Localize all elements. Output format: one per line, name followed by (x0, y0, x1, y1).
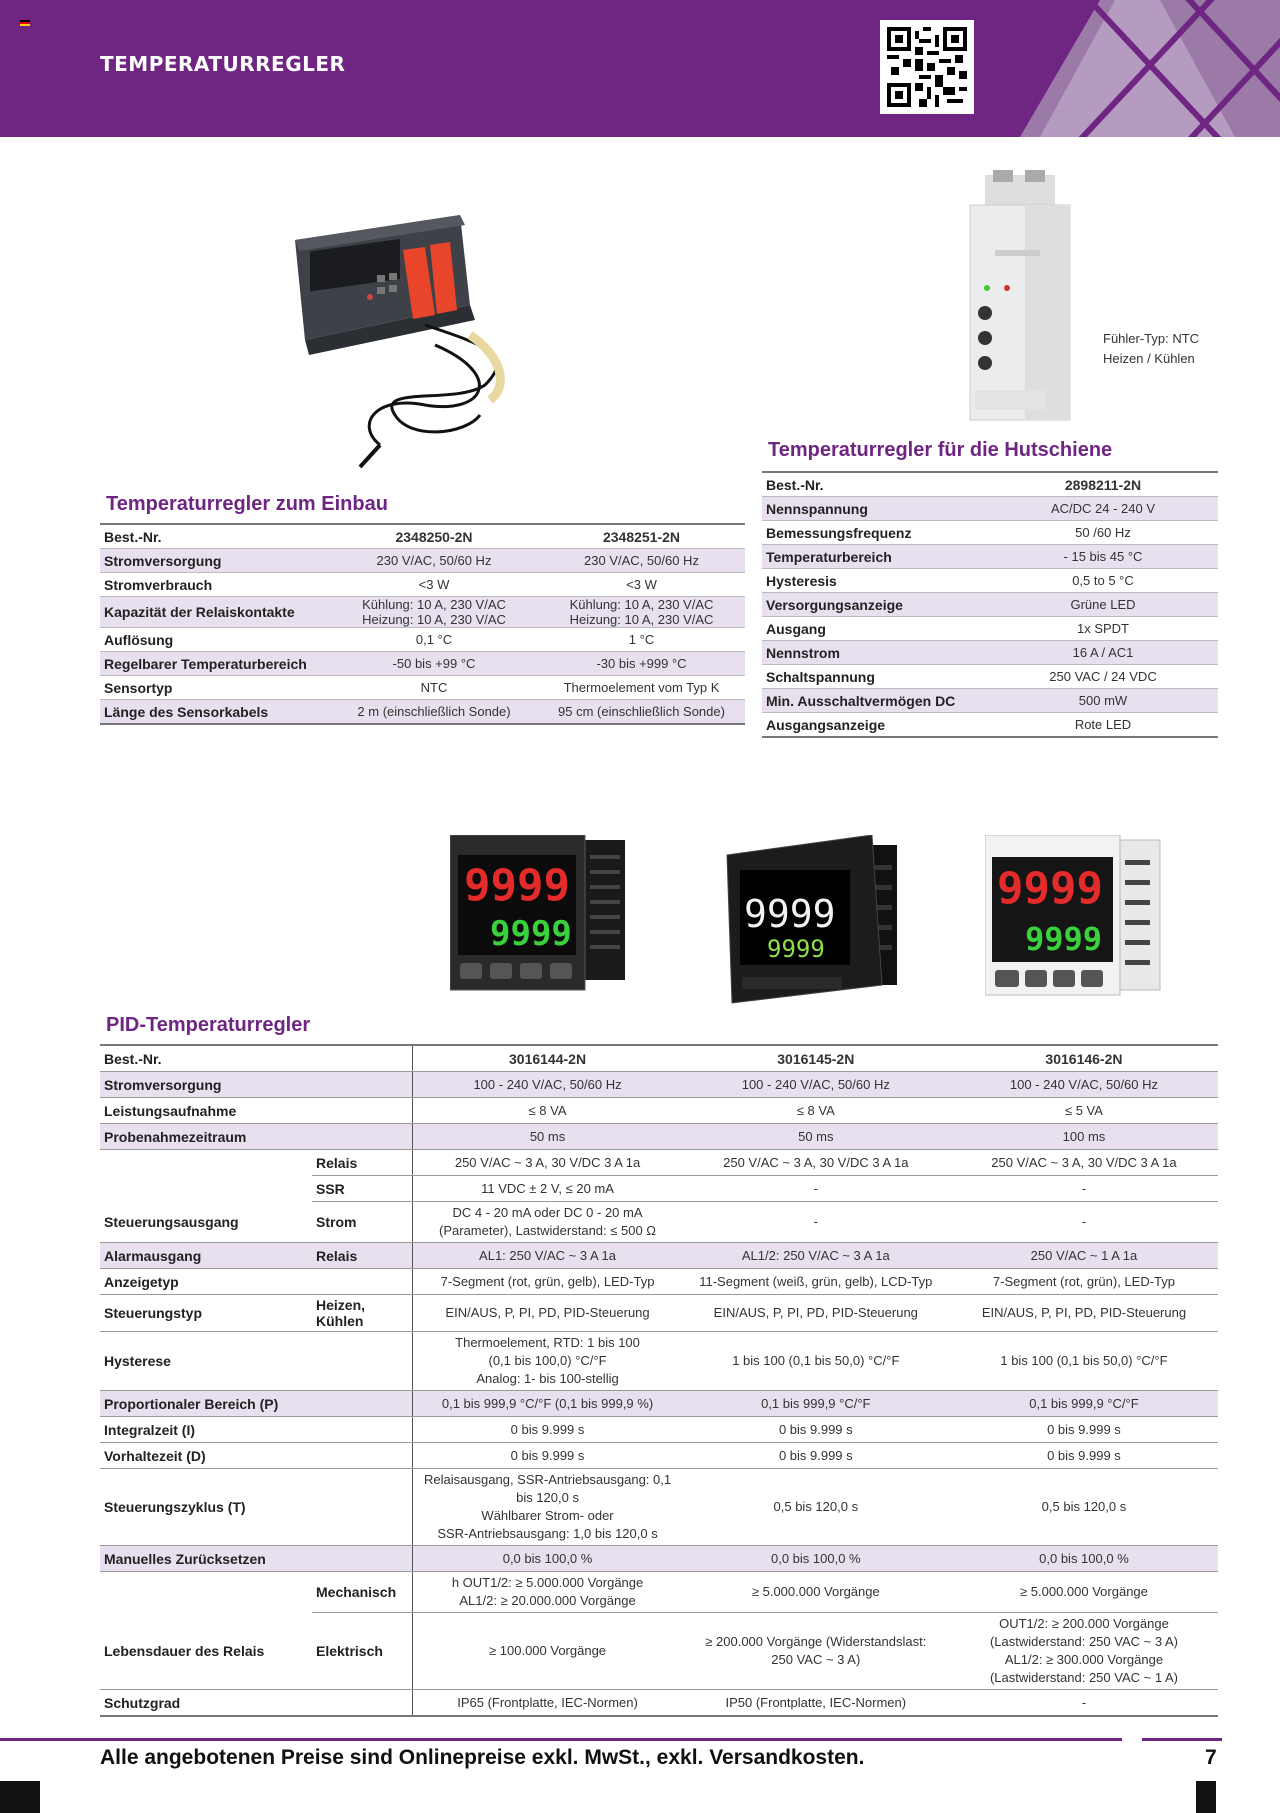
pid-label: Stromversorgung (100, 1072, 312, 1098)
pid-value: h OUT1/2: ≥ 5.000.000 Vorgänge AL1/2: ≥ 20.000.000 Vorgänge (413, 1572, 682, 1613)
pid-sublabel (312, 1690, 413, 1717)
einbau-value: NTC (330, 676, 538, 700)
pid-value: 250 V/AC ~ 3 A, 30 V/DC 3 A 1a (413, 1150, 682, 1176)
corner-mark-right (1196, 1781, 1216, 1813)
einbau-value: -50 bis +99 °C (330, 652, 538, 676)
pid-value: 3016145-2N (682, 1045, 950, 1072)
pid-label: Anzeigetyp (100, 1269, 312, 1295)
pid-row (100, 1690, 1218, 1717)
pid-label: Steuerungszyklus (T) (100, 1469, 312, 1546)
pid-value: IP50 (Frontplatte, IEC-Normen) (682, 1690, 950, 1717)
pid-value: ≥ 100.000 Vorgänge (413, 1613, 682, 1690)
pid-value: 0 bis 9.999 s (950, 1443, 1218, 1469)
hutschiene-row (762, 665, 1218, 689)
pid-row (100, 1150, 1218, 1176)
pid-sublabel: Elektrisch (312, 1613, 413, 1690)
einbau-value: 2348251-2N (538, 524, 745, 549)
hutschiene-value: 1x SPDT (988, 617, 1218, 641)
pid-label (100, 1176, 312, 1202)
footer-line (0, 1738, 1122, 1741)
einbau-label: Auflösung (100, 628, 330, 652)
einbau-value: Kühlung: 10 A, 230 V/AC Heizung: 10 A, 230 V/AC (330, 597, 538, 628)
pid-spec-table (100, 1044, 1218, 1717)
pid-label: Manuelles Zurücksetzen (100, 1546, 312, 1572)
hutschiene-label: Bemessungsfrequenz (762, 521, 988, 545)
pid-value: 100 - 240 V/AC, 50/60 Hz (682, 1072, 950, 1098)
pid-value: 0,0 bis 100,0 % (682, 1546, 950, 1572)
pid-value: AL1/2: 250 V/AC ~ 3 A 1a (682, 1243, 950, 1269)
pid-sublabel: SSR (312, 1176, 413, 1202)
pid-2-display-top: 9999 (744, 892, 836, 936)
pid-value: 0,5 bis 120,0 s (682, 1469, 950, 1546)
einbau-label: Stromverbrauch (100, 573, 330, 597)
einbau-spec-table (100, 523, 745, 725)
hutschiene-label: Temperaturbereich (762, 545, 988, 569)
pid-value: ≥ 5.000.000 Vorgänge (682, 1572, 950, 1613)
pid-sublabel (312, 1124, 413, 1150)
hutschiene-label: Hysteresis (762, 569, 988, 593)
page-title: TEMPERATURREGLER (100, 52, 346, 76)
pid-controller-3-image (985, 835, 1175, 1000)
pid-value: - (682, 1202, 950, 1243)
einbau-controller-image (285, 215, 575, 475)
pid-value: OUT1/2: ≥ 200.000 Vorgänge (Lastwiderstand: 250 VAC ~ 3 A) AL1/2: ≥ 300.000 Vorgänge (Lastwiderstand: 250 VAC ~ 1 A) (950, 1613, 1218, 1690)
pid-sublabel: Relais (312, 1150, 413, 1176)
hutschiene-value: 2898211-2N (988, 472, 1218, 497)
pid-row (100, 1045, 1218, 1072)
einbau-label: Regelbarer Temperaturbereich (100, 652, 330, 676)
pid-value: ≥ 200.000 Vorgänge (Widerstandslast: 250 VAC ~ 3 A) (682, 1613, 950, 1690)
pid-row (100, 1613, 1218, 1690)
pid-row (100, 1072, 1218, 1098)
pid-label: Alarmausgang (100, 1243, 312, 1269)
hutschiene-spec-table (762, 471, 1218, 738)
pid-row (100, 1176, 1218, 1202)
pid-row (100, 1124, 1218, 1150)
pid-label: Best.-Nr. (100, 1045, 312, 1072)
einbau-value: 1 °C (538, 628, 745, 652)
pid-value: 0 bis 9.999 s (682, 1417, 950, 1443)
footer-note: Alle angebotenen Preise sind Onlinepreise exkl. MwSt., exkl. Versandkosten. (100, 1746, 865, 1769)
pid-label: Steuerungsausgang (100, 1202, 312, 1243)
pid-value: 100 - 240 V/AC, 50/60 Hz (413, 1072, 682, 1098)
pid-row (100, 1243, 1218, 1269)
pid-label: Leistungsaufnahme (100, 1098, 312, 1124)
einbau-label: Kapazität der Relaiskontakte (100, 597, 330, 628)
pid-label: Schutzgrad (100, 1690, 312, 1717)
pid-value: IP65 (Frontplatte, IEC-Normen) (413, 1690, 682, 1717)
pid-value: - (950, 1176, 1218, 1202)
einbau-label: Länge des Sensorkabels (100, 700, 330, 725)
pid-value: EIN/AUS, P, PI, PD, PID-Steuerung (950, 1295, 1218, 1332)
pid-value: 0 bis 9.999 s (950, 1417, 1218, 1443)
hutschiene-row (762, 472, 1218, 497)
pid-row (100, 1295, 1218, 1332)
qr-code-icon[interactable] (880, 20, 974, 114)
pid-value: 3016144-2N (413, 1045, 682, 1072)
hutschiene-label: Nennspannung (762, 497, 988, 521)
einbau-value: 95 cm (einschließlich Sonde) (538, 700, 745, 725)
einbau-row (100, 597, 745, 628)
hutschiene-row (762, 521, 1218, 545)
hutschiene-row (762, 617, 1218, 641)
pid-row (100, 1269, 1218, 1295)
pid-1-display-top: 9999 (464, 860, 570, 911)
hutschiene-row (762, 497, 1218, 521)
hutschiene-title: Temperaturregler für die Hutschiene (768, 439, 1113, 461)
hutschiene-label: Ausgang (762, 617, 988, 641)
einbau-label: Stromversorgung (100, 549, 330, 573)
pid-value: EIN/AUS, P, PI, PD, PID-Steuerung (682, 1295, 950, 1332)
pid-sublabel (312, 1072, 413, 1098)
pid-value: 3016146-2N (950, 1045, 1218, 1072)
hutschiene-label: Nennstrom (762, 641, 988, 665)
hutschiene-row (762, 593, 1218, 617)
pid-value: - (950, 1202, 1218, 1243)
pid-label (100, 1150, 312, 1176)
hutschiene-row (762, 569, 1218, 593)
pid-row (100, 1391, 1218, 1417)
hutschiene-label: Schaltspannung (762, 665, 988, 689)
hutschiene-value: AC/DC 24 - 240 V (988, 497, 1218, 521)
pid-row (100, 1417, 1218, 1443)
corner-mark-left (0, 1781, 40, 1813)
einbau-value: 0,1 °C (330, 628, 538, 652)
pid-sublabel (312, 1269, 413, 1295)
pid-sublabel: Mechanisch (312, 1572, 413, 1613)
einbau-value: 2 m (einschließlich Sonde) (330, 700, 538, 725)
din-rail-controller-image (955, 170, 1095, 425)
einbau-label: Best.-Nr. (100, 524, 330, 549)
pid-value: Relaisausgang, SSR-Antriebsausgang: 0,1 bis 120,0 s Wählbarer Strom- oder SSR-Antriebsausgang: 1,0 bis 120,0 s (413, 1469, 682, 1546)
pid-value: 0,0 bis 100,0 % (950, 1546, 1218, 1572)
header-decoration (1020, 0, 1280, 137)
einbau-row (100, 700, 745, 725)
footer-line-right (1142, 1738, 1222, 1741)
pid-3-display-bottom: 9999 (1025, 920, 1103, 958)
einbau-row (100, 573, 745, 597)
pid-sublabel (312, 1391, 413, 1417)
din-rail-caption: Fühler-Typ: NTC Heizen / Kühlen (1103, 331, 1200, 366)
pid-sublabel (312, 1098, 413, 1124)
pid-value: 0,0 bis 100,0 % (413, 1546, 682, 1572)
einbau-row (100, 652, 745, 676)
hutschiene-row (762, 641, 1218, 665)
pid-sublabel (312, 1045, 413, 1072)
pid-sublabel (312, 1469, 413, 1546)
pid-label: Steuerungstyp (100, 1295, 312, 1332)
pid-label: Proportionaler Bereich (P) (100, 1391, 312, 1417)
pid-row (100, 1332, 1218, 1391)
pid-row (100, 1572, 1218, 1613)
pid-row (100, 1098, 1218, 1124)
einbau-value: 230 V/AC, 50/60 Hz (538, 549, 745, 573)
einbau-value: -30 bis +999 °C (538, 652, 745, 676)
pid-sublabel: Strom (312, 1202, 413, 1243)
einbau-value: 2348250-2N (330, 524, 538, 549)
pid-value: 0,5 bis 120,0 s (950, 1469, 1218, 1546)
pid-value: AL1: 250 V/AC ~ 3 A 1a (413, 1243, 682, 1269)
hutschiene-value: - 15 bis 45 °C (988, 545, 1218, 569)
pid-value: 0,1 bis 999,9 °C/°F (950, 1391, 1218, 1417)
einbau-value: <3 W (330, 573, 538, 597)
pid-value: ≤ 8 VA (413, 1098, 682, 1124)
pid-value: 0 bis 9.999 s (682, 1443, 950, 1469)
pid-value: EIN/AUS, P, PI, PD, PID-Steuerung (413, 1295, 682, 1332)
pid-label: Integralzeit (I) (100, 1417, 312, 1443)
einbau-value: Kühlung: 10 A, 230 V/AC Heizung: 10 A, 230 V/AC (538, 597, 745, 628)
pid-2-display-bottom: 9999 (767, 935, 825, 963)
pid-value: 250 V/AC ~ 3 A, 30 V/DC 3 A 1a (950, 1150, 1218, 1176)
page-number: 7 (1205, 1746, 1217, 1769)
hutschiene-value: 16 A / AC1 (988, 641, 1218, 665)
pid-value: 7-Segment (rot, grün), LED-Typ (950, 1269, 1218, 1295)
hutschiene-value: 0,5 to 5 °C (988, 569, 1218, 593)
pid-value: 0 bis 9.999 s (413, 1417, 682, 1443)
pid-value: DC 4 - 20 mA oder DC 0 - 20 mA (Parameter), Lastwiderstand: ≤ 500 Ω (413, 1202, 682, 1243)
pid-value: - (682, 1176, 950, 1202)
page-header (0, 0, 1280, 137)
pid-value: 7-Segment (rot, grün, gelb), LED-Typ (413, 1269, 682, 1295)
pid-value: 250 V/AC ~ 3 A, 30 V/DC 3 A 1a (682, 1150, 950, 1176)
pid-sublabel: Relais (312, 1243, 413, 1269)
pid-value: 0,1 bis 999,9 °C/°F (682, 1391, 950, 1417)
pid-value: 250 V/AC ~ 1 A 1a (950, 1243, 1218, 1269)
einbau-title: Temperaturregler zum Einbau (106, 493, 388, 515)
einbau-value: Thermoelement vom Typ K (538, 676, 745, 700)
einbau-value: <3 W (538, 573, 745, 597)
pid-sublabel (312, 1417, 413, 1443)
pid-label: Probenahmezeitraum (100, 1124, 312, 1150)
einbau-row (100, 628, 745, 652)
pid-row (100, 1443, 1218, 1469)
hutschiene-label: Best.-Nr. (762, 472, 988, 497)
pid-controller-2-image (722, 835, 912, 1005)
flag-icon (20, 20, 30, 27)
hutschiene-value: 250 VAC / 24 VDC (988, 665, 1218, 689)
pid-sublabel (312, 1546, 413, 1572)
pid-value: ≥ 5.000.000 Vorgänge (950, 1572, 1218, 1613)
pid-row (100, 1546, 1218, 1572)
pid-row (100, 1469, 1218, 1546)
einbau-row (100, 524, 745, 549)
einbau-label: Sensortyp (100, 676, 330, 700)
pid-label: Lebensdauer des Relais (100, 1613, 312, 1690)
pid-value: 1 bis 100 (0,1 bis 50,0) °C/°F (950, 1332, 1218, 1391)
pid-controller-1-image (450, 835, 640, 995)
hutschiene-label: Min. Ausschaltvermögen DC (762, 689, 988, 713)
pid-3-display-top: 9999 (997, 863, 1103, 914)
hutschiene-value: Rote LED (988, 713, 1218, 738)
pid-sublabel (312, 1443, 413, 1469)
pid-value: 0,1 bis 999,9 °C/°F (0,1 bis 999,9 %) (413, 1391, 682, 1417)
pid-value: 100 - 240 V/AC, 50/60 Hz (950, 1072, 1218, 1098)
pid-value: 1 bis 100 (0,1 bis 50,0) °C/°F (682, 1332, 950, 1391)
hutschiene-label: Versorgungsanzeige (762, 593, 988, 617)
hutschiene-row (762, 689, 1218, 713)
einbau-value: 230 V/AC, 50/60 Hz (330, 549, 538, 573)
pid-value: 0 bis 9.999 s (413, 1443, 682, 1469)
pid-label: Vorhaltezeit (D) (100, 1443, 312, 1469)
einbau-row (100, 676, 745, 700)
hutschiene-value: Grüne LED (988, 593, 1218, 617)
pid-title: PID-Temperaturregler (106, 1014, 311, 1036)
einbau-row (100, 549, 745, 573)
pid-value: 100 ms (950, 1124, 1218, 1150)
pid-label (100, 1572, 312, 1613)
pid-sublabel (312, 1332, 413, 1391)
pid-value: 50 ms (413, 1124, 682, 1150)
hutschiene-label: Ausgangsanzeige (762, 713, 988, 738)
pid-value: 11 VDC ± 2 V, ≤ 20 mA (413, 1176, 682, 1202)
pid-row (100, 1202, 1218, 1243)
hutschiene-value: 50 /60 Hz (988, 521, 1218, 545)
pid-value: Thermoelement, RTD: 1 bis 100 (0,1 bis 100,0) °C/°F Analog: 1- bis 100-stellig (413, 1332, 682, 1391)
hutschiene-row (762, 545, 1218, 569)
pid-value: ≤ 8 VA (682, 1098, 950, 1124)
pid-value: 11-Segment (weiß, grün, gelb), LCD-Typ (682, 1269, 950, 1295)
pid-label: Hysterese (100, 1332, 312, 1391)
pid-sublabel: Heizen, Kühlen (312, 1295, 413, 1332)
hutschiene-row (762, 713, 1218, 738)
pid-value: - (950, 1690, 1218, 1717)
pid-value: 50 ms (682, 1124, 950, 1150)
pid-1-display-bottom: 9999 (490, 914, 572, 954)
pid-value: ≤ 5 VA (950, 1098, 1218, 1124)
hutschiene-value: 500 mW (988, 689, 1218, 713)
